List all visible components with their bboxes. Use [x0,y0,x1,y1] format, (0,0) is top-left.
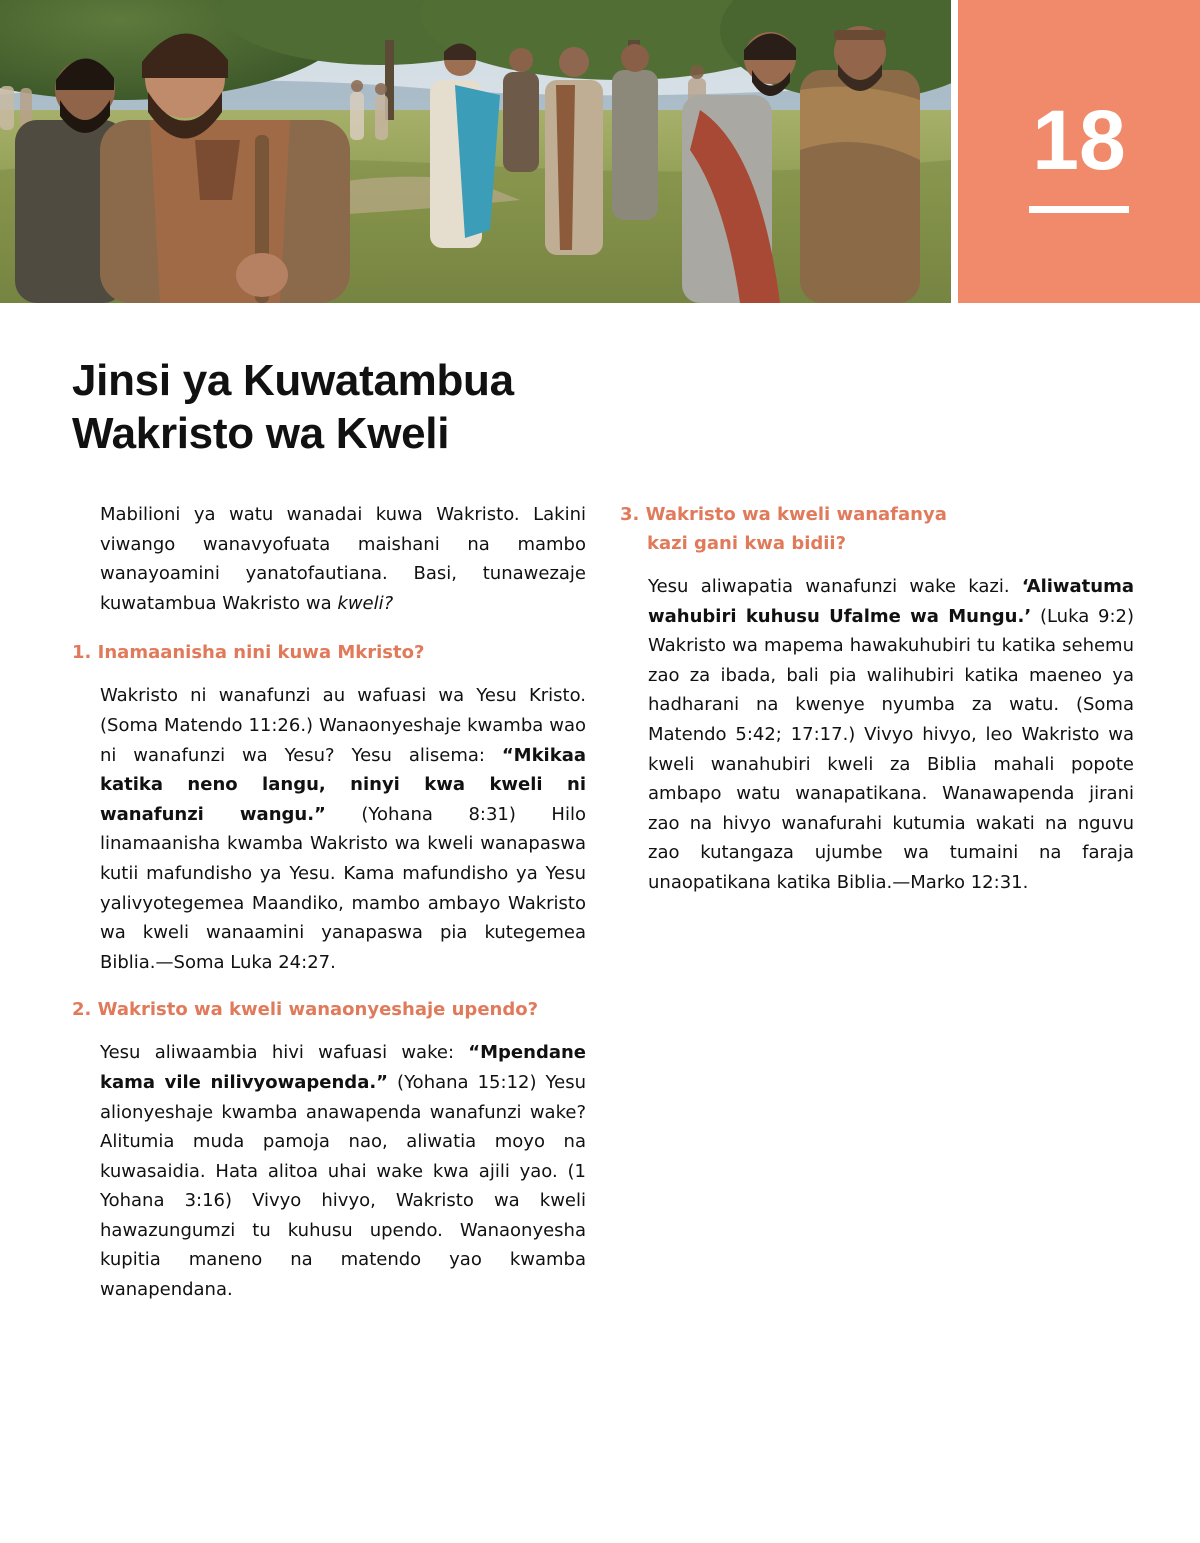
group-of-men-walking-image [0,0,951,303]
lesson-number-tab [958,0,1200,303]
intro-italic-text: kweli? [337,592,394,614]
question-1-number: 1. [72,642,92,664]
right-column [620,500,1134,898]
answer-3-quote: ‘Aliwatuma wahubiri kuhusu Ufalme wa Mungu.’ [648,576,1134,627]
answer-1-quote: “Mkikaa katika neno langu, ninyi kwa kweli ni wanafunzi wangu.” [100,744,586,825]
header-illustration [0,0,951,303]
answer-3-text-b: (Luka 9:2) Wakristo wa mapema hawakuhubiri tu katika sehemu zao za ibada, bali pia walihubiri katika maeneo ya hadharani na kwenye nyumba za watu. (Soma Matendo 5:42; 17:17.) Vivyo hivyo, leo Wakristo wa kweli wanahubiri kweli za Biblia mahali popote ambapo watu wanapatikana. Wanawapenda jirani zao na hivyo wanafurahi kutumia wakati na nguvu zao kutangaza ujumbe wa tumaini na faraja unaopatikana katika Biblia.—Marko 12:31. [648,605,1135,893]
answer-2-paragraph [72,1038,586,1304]
answer-2-quote: “Mpendane kama vile nilivyowapenda.” [100,1042,586,1093]
answer-3-text-a: Yesu aliwapatia wanafunzi wake kazi. [648,576,1022,597]
question-1-heading [72,638,586,667]
page-title [72,354,514,460]
question-2-text: Wakristo wa kweli wanaonyeshaje upendo? [97,999,539,1021]
question-3-number: 3. [620,504,640,525]
question-2-number: 2. [72,999,92,1021]
intro-text: Mabilioni ya watu wanadai kuwa Wakristo. Lakini viwango wanavyofuata maishani na mambo wanayoamini yanatofautiana. Basi, tunawezaje kuwatambua Wakristo wa [100,504,586,614]
answer-2-text-b: (Yohana 15:12) Yesu alionyeshaje kwamba anawapenda wanafunzi wake? Alitumia muda pamoja nao, aliwatia moyo na kuwasaidia. Hata alitoa uhai wake kwa ajili yao. (1 Yohana 3:16) Vivyo hivyo, Wakristo wa kweli hawazungumzi tu kuhusu upendo. Wanaonyesha kupitia maneno na matendo yao kwamba wanapendana. [100,1071,587,1301]
answer-1-text-a: Wakristo ni wanafunzi au wafuasi wa Yesu Kristo. (Soma Matendo 11:26.) Wanaonyeshaje kwamba wao ni wanafunzi wa Yesu? Yesu alisema: [100,685,586,766]
question-3-text-line-1: Wakristo wa kweli wanafanya [645,504,947,525]
answer-1-text-b: (Yohana 8:31) Hilo linamaanisha kwamba Wakristo wa kweli wanapaswa kutii mafundisho ya Yesu. Kama mafundisho ya Yesu yalivyotegemea Maandiko, mambo ambayo Wakristo wa kweli wanaamini yanapaswa pia kutegemea Biblia.—Soma Luka 24:27. [100,803,586,973]
intro-paragraph [72,500,586,618]
question-3-heading [620,500,1134,558]
question-2-heading [72,995,586,1024]
question-3-text-line-2: kazi gani kwa bidii? [647,533,847,554]
answer-3-paragraph [620,572,1134,898]
page-title-line-1: Jinsi ya Kuwatambua [72,356,514,405]
question-1-text: Inamaanisha nini kuwa Mkristo? [97,642,425,664]
lesson-number-underline [1029,206,1129,213]
answer-1-paragraph [72,681,586,977]
lesson-number: 18 [1032,93,1126,187]
left-column [72,500,586,1305]
page-title-line-2: Wakristo wa Kweli [72,409,450,458]
answer-2-text-a: Yesu aliwaambia hivi wafuasi wake: [100,1042,469,1064]
